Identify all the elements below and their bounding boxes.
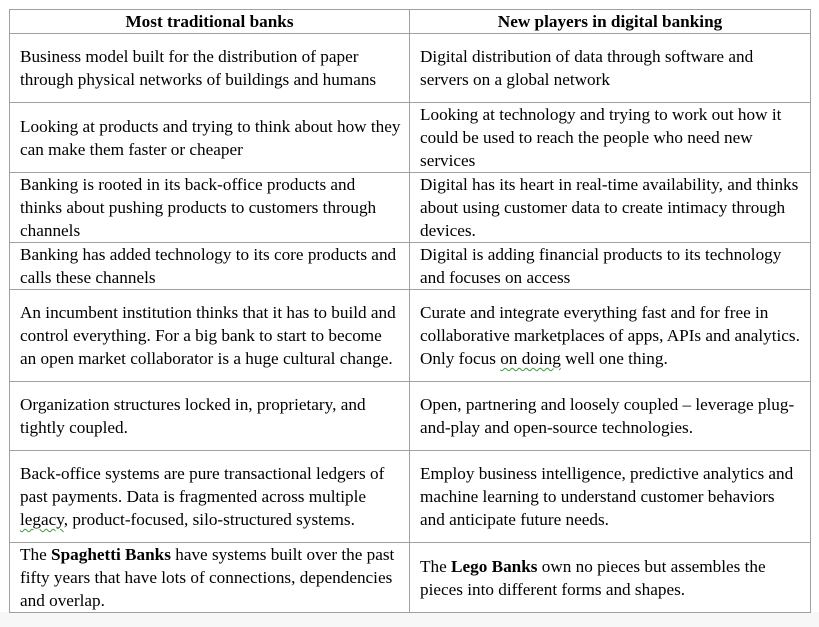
cell-digital: Employ business intelligence, predictive analytics and machine learning to understand customer behaviors and anticipate future needs. <box>410 451 811 543</box>
text-segment: The <box>20 545 52 564</box>
table-row <box>10 290 811 382</box>
bold-term-lego-banks: Lego Banks <box>451 556 538 576</box>
cell-digital: Open, partnering and loosely coupled – leverage plug-and-play and open-source technologies. <box>410 382 811 451</box>
cell-digital: Digital is adding financial products to its technology and focuses on access <box>410 243 811 290</box>
text-segment: The <box>420 556 452 576</box>
bold-term-spaghetti-banks: Spaghetti Banks <box>51 545 171 564</box>
cell-digital: Digital has its heart in real-time availability, and thinks about using customer data to create intimacy through devices. <box>410 173 811 243</box>
text-segment: have systems built over the past fifty years that have lots of connections, dependencies and overlap. <box>20 545 395 610</box>
cell-digital <box>410 543 811 613</box>
text-segment: , product-focused, silo-structured systems. <box>63 510 355 529</box>
text-segment: well one thing. <box>560 349 668 368</box>
cell-traditional <box>10 543 410 613</box>
cell-digital <box>410 290 811 382</box>
header-traditional-banks: Most traditional banks <box>10 10 410 34</box>
table-row <box>10 103 811 173</box>
comparison-table <box>9 9 811 613</box>
cell-traditional: Organization structures locked in, proprietary, and tightly coupled. <box>10 382 410 451</box>
text-segment: Curate and integrate everything fast and for free in collaborative marketplaces of apps, APIs and analytics. Only focus <box>420 303 800 368</box>
cell-traditional: Banking has added technology to its core products and calls these channels <box>10 243 410 290</box>
table-row <box>10 243 811 290</box>
cell-traditional <box>10 451 410 543</box>
table-row <box>10 543 811 613</box>
text-segment: own no pieces but assembles the pieces into different forms and shapes. <box>420 556 766 599</box>
cell-traditional: An incumbent institution thinks that it has to build and control everything. For a big bank to start to become an open market collaborator is a huge cultural change. <box>10 290 410 382</box>
cell-digital: Looking at technology and trying to work out how it could be used to reach the people who need new services <box>410 103 811 173</box>
spellcheck-flagged-text[interactable]: legacy <box>20 510 64 529</box>
table-row <box>10 451 811 543</box>
header-digital-players: New players in digital banking <box>410 10 811 34</box>
table-row <box>10 34 811 103</box>
cell-traditional: Banking is rooted in its back-office products and thinks about pushing products to customers through channels <box>10 173 410 243</box>
cell-traditional: Looking at products and trying to think about how they can make them faster or cheaper <box>10 103 410 173</box>
header-row <box>10 10 811 34</box>
cell-traditional: Business model built for the distribution of paper through physical networks of buildings and humans <box>10 34 410 103</box>
table-row <box>10 382 811 451</box>
table-row <box>10 173 811 243</box>
cell-digital: Digital distribution of data through software and servers on a global network <box>410 34 811 103</box>
spellcheck-flagged-text[interactable]: on doing <box>500 349 561 368</box>
text-segment: Back-office systems are pure transactional ledgers of past payments. Data is fragmented across multiple <box>20 464 385 506</box>
